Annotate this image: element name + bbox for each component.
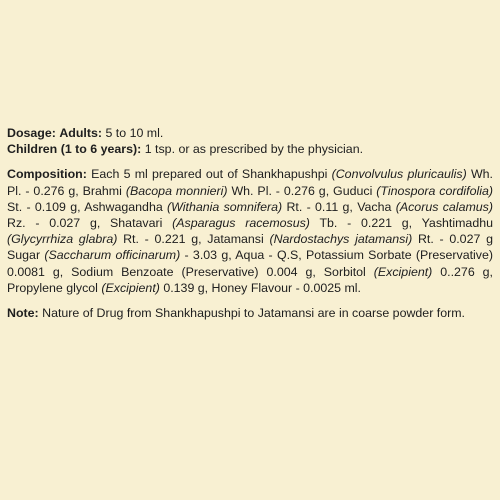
botanical-name: (Saccharum officinarum) xyxy=(44,248,181,263)
composition-text: Wh. Pl. - 0.276 g, Guduci xyxy=(227,183,377,198)
composition-text: Each 5 ml prepared out of Shankhapushpi xyxy=(86,167,332,182)
botanical-name: (Excipient) xyxy=(373,264,433,279)
adults-dosage-value: 5 to 10 ml. xyxy=(102,126,164,140)
botanical-name: (Acorus calamus) xyxy=(395,199,493,214)
botanical-name: (Excipient) xyxy=(101,280,160,295)
botanical-name: (Nardostachys jatamansi) xyxy=(269,232,413,247)
botanical-name: (Bacopa monnieri) xyxy=(125,183,228,198)
children-label: Children (1 to 6 years): xyxy=(7,142,142,157)
composition-paragraph xyxy=(7,166,493,296)
composition-text: Tb. - 0.221 g, Yashtimadhu xyxy=(309,216,493,231)
note-paragraph xyxy=(7,305,493,321)
dosage-children-line xyxy=(7,141,493,157)
children-dosage-value: 1 tsp. or as prescribed by the physician. xyxy=(141,142,364,157)
dosage-label: Dosage: xyxy=(7,126,56,140)
composition-text: 0..276 g, Propylene glycol xyxy=(7,264,494,295)
botanical-name: (Asparagus racemosus) xyxy=(172,216,310,231)
dosage-adults-line xyxy=(7,125,493,141)
composition-text: Rt. - 0.11 g, Vacha xyxy=(282,199,396,214)
note-text: Nature of Drug from Shankhapushpi to Jatamansi are in coarse powder form. xyxy=(38,306,465,321)
botanical-name: (Tinospora cordifolia) xyxy=(376,183,494,198)
composition-text: Wh. Pl. - 0.276 g, Brahmi xyxy=(7,167,493,198)
composition-text: Rz. - 0.027 g, Shatavari xyxy=(7,216,173,231)
composition-text: Rt. - 0.027 g Sugar xyxy=(7,232,493,263)
composition-text: Rt. - 0.221 g, Jatamansi xyxy=(117,232,270,247)
composition-text: - 3.03 g, Aqua - Q.S, Potassium Sorbate (Preservative) 0.0081 g, Sodium Benzoate (Preservative) 0.004 g, Sorbitol xyxy=(7,248,493,279)
botanical-name: (Glycyrrhiza glabra) xyxy=(7,232,118,247)
botanical-name: (Convolvulus pluricaulis) xyxy=(331,167,467,182)
composition-label: Composition: xyxy=(7,167,87,182)
product-label-text xyxy=(7,125,493,321)
composition-body xyxy=(7,167,493,294)
composition-text: 0.139 g, Honey Flavour - 0.0025 ml. xyxy=(159,280,362,295)
botanical-name: (Withania somnifera) xyxy=(167,199,283,214)
adults-label: Adults: xyxy=(59,126,103,140)
note-label: Note: xyxy=(7,306,39,321)
composition-text: St. - 0.109 g, Ashwagandha xyxy=(7,199,168,214)
